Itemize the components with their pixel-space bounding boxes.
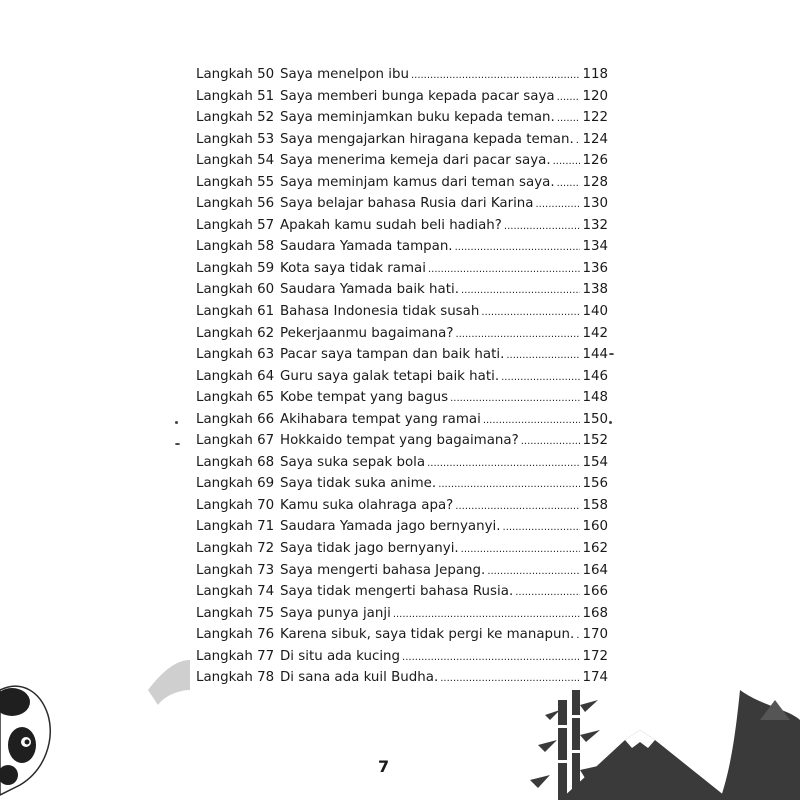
toc-dot-leader — [461, 280, 580, 302]
toc-entry-page: 142 — [582, 325, 608, 341]
toc-entry-label: Langkah 71 — [196, 519, 275, 535]
toc-entry-title: Saya punya janji — [280, 605, 391, 621]
toc-entry-page: 154 — [582, 454, 608, 470]
toc-entry-page: 174 — [582, 670, 608, 686]
toc-entry-page: 160 — [582, 519, 608, 535]
stray-mark — [609, 353, 614, 355]
toc-entry-label: Langkah 70 — [196, 497, 275, 513]
toc-entry — [196, 560, 608, 582]
toc-entry-title: Karena sibuk, saya tidak pergi ke manapun. — [280, 627, 575, 643]
table-of-contents — [196, 64, 608, 689]
toc-entry-page: 170 — [582, 627, 608, 643]
toc-entry-title: Guru saya galak tetapi baik hati. — [280, 368, 500, 384]
page-number: 7 — [378, 757, 390, 776]
toc-entry — [196, 236, 608, 258]
toc-entry-label: Langkah 75 — [196, 605, 275, 621]
toc-entry-title: Saudara Yamada baik hati. — [280, 282, 459, 298]
bamboo-mountain-illustration — [530, 690, 800, 800]
toc-dot-leader — [455, 237, 581, 259]
toc-entry-title: Saya tidak jago bernyanyi. — [280, 541, 459, 557]
toc-entry — [196, 193, 608, 215]
toc-entry-title: Kota saya tidak ramai — [280, 260, 426, 276]
toc-entry — [196, 430, 608, 452]
toc-dot-leader — [504, 216, 581, 238]
toc-entry — [196, 646, 608, 668]
toc-entry — [196, 301, 608, 323]
toc-entry-page: 146 — [582, 368, 608, 384]
toc-entry-title: Saya mengerti bahasa Jepang. — [280, 562, 486, 578]
toc-dot-leader — [515, 582, 580, 604]
toc-dot-leader — [455, 496, 580, 518]
toc-entry-label: Langkah 52 — [196, 110, 275, 126]
toc-entry-page: 126 — [582, 153, 608, 169]
toc-entry-title: Saudara Yamada tampan. — [280, 239, 453, 255]
toc-dot-leader — [576, 625, 580, 647]
toc-entry-page: 136 — [582, 260, 608, 276]
toc-dot-leader — [455, 324, 580, 346]
toc-entry-title: Saya meminjamkan buku kepada teman. — [280, 110, 555, 126]
toc-entry-page: 122 — [582, 110, 608, 126]
toc-dot-leader — [506, 345, 580, 367]
toc-entry — [196, 279, 608, 301]
toc-dot-leader — [536, 194, 581, 216]
toc-dot-leader — [440, 668, 580, 690]
toc-entry-title: Kobe tempat yang bagus — [280, 390, 449, 406]
toc-entry-label: Langkah 60 — [196, 282, 275, 298]
toc-entry-label: Langkah 50 — [196, 67, 275, 82]
toc-dot-leader — [483, 410, 581, 432]
toc-entry-page: 124 — [582, 131, 608, 147]
toc-entry-label: Langkah 55 — [196, 174, 275, 190]
toc-entry-page: 130 — [582, 196, 608, 212]
toc-entry-label: Langkah 59 — [196, 260, 275, 276]
toc-entry-page: 172 — [582, 648, 608, 664]
toc-entry-title: Saya memberi bunga kepada pacar saya — [280, 88, 555, 104]
toc-entry — [196, 495, 608, 517]
toc-entry-label: Langkah 77 — [196, 648, 275, 664]
toc-entry — [196, 624, 608, 646]
toc-entry — [196, 129, 608, 151]
toc-entry — [196, 538, 608, 560]
toc-entry-title: Saya belajar bahasa Rusia dari Karina — [280, 196, 534, 212]
toc-entry-title: Pekerjaanmu bagaimana? — [280, 325, 454, 341]
toc-entry-page: 150 — [582, 411, 608, 427]
toc-entry-title: Di sana ada kuil Budha. — [280, 670, 439, 686]
toc-entry-label: Langkah 67 — [196, 433, 275, 449]
toc-entry-title: Akihabara tempat yang ramai — [280, 411, 481, 427]
toc-entry-page: 164 — [582, 562, 608, 578]
toc-entry-title: Saya tidak suka anime. — [280, 476, 437, 492]
toc-entry-label: Langkah 66 — [196, 411, 275, 427]
toc-entry-label: Langkah 74 — [196, 584, 275, 600]
toc-entry-page: 138 — [582, 282, 608, 298]
toc-entry — [196, 516, 608, 538]
toc-entry-title: Saya meminjam kamus dari teman saya. — [280, 174, 555, 190]
toc-entry-title: Saya menerima kemeja dari pacar saya. — [280, 153, 551, 169]
toc-dot-leader — [438, 474, 580, 496]
toc-entry-label: Langkah 53 — [196, 131, 275, 147]
toc-entry-label: Langkah 57 — [196, 217, 275, 233]
toc-dot-leader — [557, 173, 581, 195]
toc-entry-page: 166 — [582, 584, 608, 600]
toc-entry-label: Langkah 78 — [196, 670, 275, 686]
toc-entry-page: 168 — [582, 605, 608, 621]
toc-entry — [196, 452, 608, 474]
toc-entry-label: Langkah 62 — [196, 325, 275, 341]
toc-entry-page: 152 — [582, 433, 608, 449]
toc-entry-page: 120 — [582, 88, 608, 104]
toc-entry-label: Langkah 64 — [196, 368, 275, 384]
toc-entry — [196, 86, 608, 108]
toc-entry-title: Di situ ada kucing — [280, 648, 401, 664]
toc-entry-label: Langkah 72 — [196, 541, 275, 557]
toc-dot-leader — [576, 130, 581, 152]
toc-entry-label: Langkah 73 — [196, 562, 275, 578]
toc-dot-leader — [521, 431, 581, 453]
toc-entry-title: Saya suka sepak bola — [280, 454, 426, 470]
stray-mark — [175, 421, 178, 424]
toc-dot-leader — [393, 604, 581, 626]
toc-dot-leader — [402, 647, 580, 669]
toc-entry-title: Saya mengajarkan hiragana kepada teman. — [280, 131, 574, 147]
toc-entry — [196, 64, 608, 86]
toc-entry — [196, 581, 608, 603]
toc-dot-leader — [450, 388, 580, 410]
toc-dot-leader — [501, 367, 580, 389]
toc-entry — [196, 387, 608, 409]
toc-entry — [196, 172, 608, 194]
toc-entry-label: Langkah 65 — [196, 390, 275, 406]
toc-entry-page: 162 — [582, 541, 608, 557]
toc-entry — [196, 344, 608, 366]
toc-entry-page: 140 — [582, 304, 608, 320]
toc-entry — [196, 366, 608, 388]
toc-entry — [196, 667, 608, 689]
toc-entry-page: 156 — [582, 476, 608, 492]
toc-dot-leader — [557, 108, 581, 130]
toc-entry-page: 132 — [582, 217, 608, 233]
toc-entry-label: Langkah 68 — [196, 454, 275, 470]
toc-entry-label: Langkah 56 — [196, 196, 275, 212]
toc-entry-page: 144 — [582, 347, 608, 363]
toc-entry-label: Langkah 58 — [196, 239, 275, 255]
toc-entry — [196, 473, 608, 495]
toc-entry — [196, 409, 608, 431]
toc-entry-title: Bahasa Indonesia tidak susah — [280, 304, 480, 320]
toc-entry-title: Saudara Yamada jago bernyanyi. — [280, 519, 501, 535]
toc-dot-leader — [553, 151, 581, 173]
toc-entry-title: Kamu suka olahraga apa? — [280, 497, 454, 513]
toc-entry — [196, 603, 608, 625]
toc-dot-leader — [461, 539, 581, 561]
toc-entry — [196, 107, 608, 129]
toc-dot-leader — [481, 302, 580, 324]
toc-entry — [196, 150, 608, 172]
stray-mark — [609, 421, 612, 424]
toc-entry-label: Langkah 61 — [196, 304, 275, 320]
toc-dot-leader — [411, 65, 580, 87]
toc-entry-page: 158 — [582, 497, 608, 513]
toc-entry-title: Saya tidak mengerti bahasa Rusia. — [280, 584, 514, 600]
stray-mark — [175, 443, 180, 445]
toc-entry-page: 118 — [582, 67, 608, 82]
toc-dot-leader — [503, 517, 581, 539]
toc-entry-label: Langkah 69 — [196, 476, 275, 492]
toc-entry-page: 148 — [582, 390, 608, 406]
toc-dot-leader — [557, 87, 581, 109]
toc-entry — [196, 258, 608, 280]
toc-entry-label: Langkah 54 — [196, 153, 275, 169]
toc-entry-page: 134 — [582, 239, 608, 255]
toc-entry-label: Langkah 51 — [196, 88, 275, 104]
toc-dot-leader — [427, 453, 580, 475]
toc-entry-title: Pacar saya tampan dan baik hati. — [280, 347, 505, 363]
toc-entry — [196, 215, 608, 237]
toc-dot-leader — [487, 561, 580, 583]
toc-entry-title: Saya menelpon ibu — [280, 67, 409, 82]
panda-illustration — [0, 660, 190, 800]
toc-entry-page: 128 — [582, 174, 608, 190]
toc-entry-title: Hokkaido tempat yang bagaimana? — [280, 433, 519, 449]
toc-dot-leader — [428, 259, 580, 281]
toc-entry-title: Apakah kamu sudah beli hadiah? — [280, 217, 502, 233]
toc-entry — [196, 323, 608, 345]
toc-entry-label: Langkah 63 — [196, 347, 275, 363]
toc-entry-label: Langkah 76 — [196, 627, 275, 643]
